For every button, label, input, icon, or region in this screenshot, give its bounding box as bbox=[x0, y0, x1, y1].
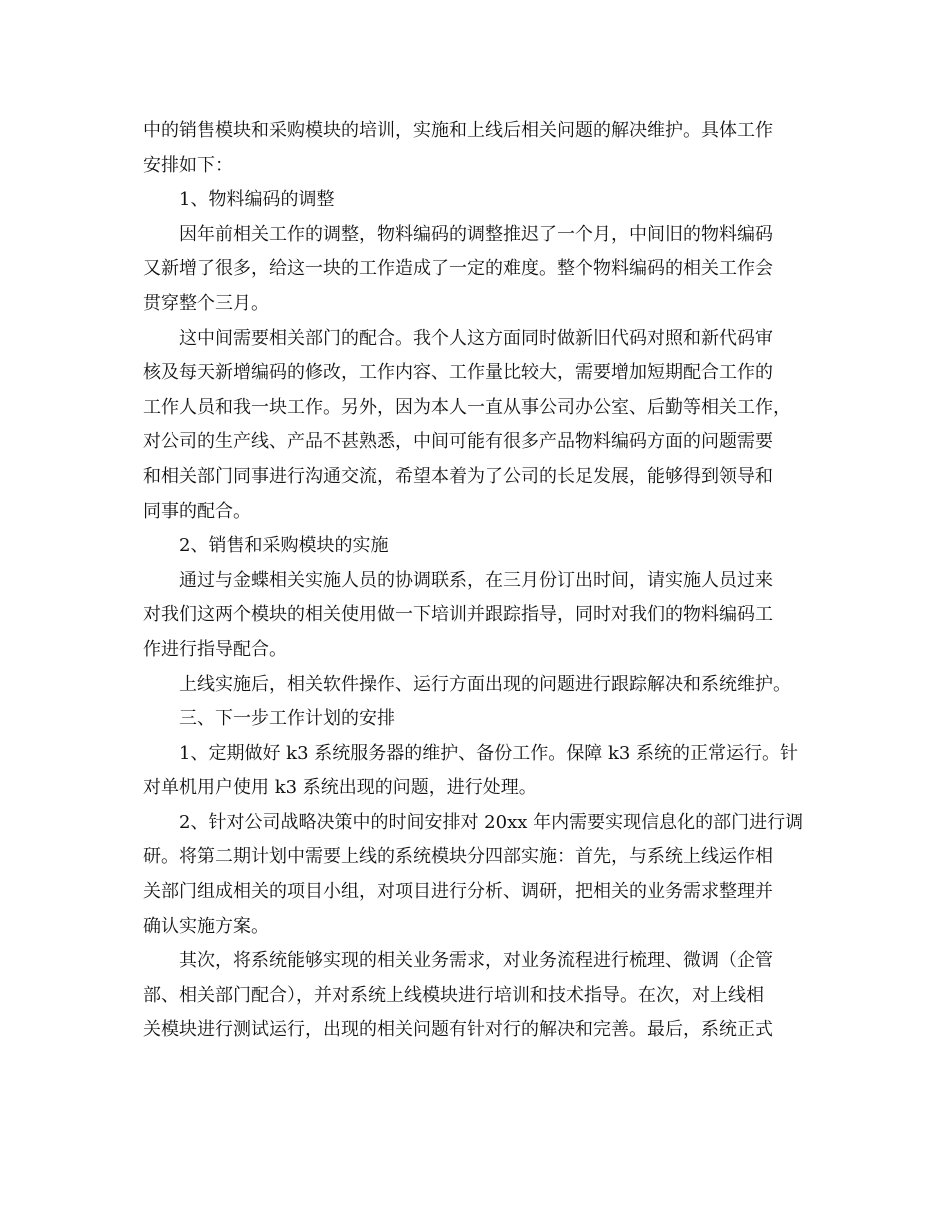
text-line: 2、销售和采购模块的实施 bbox=[179, 535, 389, 557]
text-line: 核及每天新增编码的修改，工作内容、工作量比较大，需要增加短期配合工作的 bbox=[143, 362, 773, 384]
text-line: 1、定期做好 k3 系统服务器的维护、备份工作。保障 k3 系统的正常运行。针 bbox=[179, 742, 799, 764]
text-line: 中的销售模块和采购模块的培训，实施和上线后相关问题的解决维护。具体工作 bbox=[143, 120, 773, 141]
text-line: 通过与金蝶相关实施人员的协调联系，在三月份订出时间，请实施人员过来 bbox=[179, 569, 773, 591]
document-body bbox=[143, 114, 813, 1048]
text-line: 和相关部门同事进行沟通交流，希望本着为了公司的长足发展，能够得到领导和 bbox=[143, 465, 773, 487]
text-line: 作进行指导配合。 bbox=[143, 638, 287, 660]
text-line: 关部门组成相关的项目小组，对项目进行分析、调研，把相关的业务需求整理并 bbox=[143, 881, 773, 903]
text-line: 2、针对公司战略决策中的时间安排对 20xx 年内需要实现信息化的部门进行调 bbox=[179, 811, 804, 833]
text-line: 上线实施后，相关软件操作、运行方面出现的问题进行跟踪解决和系统维护。 bbox=[179, 673, 791, 695]
text-line: 1、物料编码的调整 bbox=[179, 189, 335, 211]
text-line: 研。将第二期计划中需要上线的系统模块分四部实施：首先，与系统上线运作相 bbox=[143, 846, 773, 868]
text-line: 贯穿整个三月。 bbox=[143, 292, 269, 314]
text-line: 其次，将系统能够实现的相关业务需求，对业务流程进行梳理、微调（企管 bbox=[179, 950, 773, 972]
text-line: 对单机用户使用 k3 系统出现的问题，进行处理。 bbox=[143, 777, 537, 799]
text-line: 对公司的生产线、产品不甚熟悉，中间可能有很多产品物料编码方面的问题需要 bbox=[143, 431, 773, 453]
text-line: 对我们这两个模块的相关使用做一下培训并跟踪指导，同时对我们的物料编码工 bbox=[143, 604, 773, 626]
text-line: 同事的配合。 bbox=[143, 500, 251, 522]
text-line: 三、下一步工作计划的安排 bbox=[179, 708, 395, 730]
text-line: 关模块进行测试运行，出现的相关问题有针对行的解决和完善。最后，系统正式 bbox=[143, 1019, 773, 1041]
text-line: 这中间需要相关部门的配合。我个人这方面同时做新旧代码对照和新代码审 bbox=[179, 327, 773, 349]
text-line: 又新增了很多，给这一块的工作造成了一定的难度。整个物料编码的相关工作会 bbox=[143, 258, 773, 280]
text-line: 工作人员和我一块工作。另外，因为本人一直从事公司办公室、后勤等相关工作， bbox=[143, 396, 791, 418]
text-line: 安排如下： bbox=[143, 154, 233, 176]
text-line: 确认实施方案。 bbox=[143, 915, 269, 937]
text-line: 部、相关部门配合），并对系统上线模块进行培训和技术指导。在次，对上线相 bbox=[143, 984, 764, 1006]
text-line: 因年前相关工作的调整，物料编码的调整推迟了一个月，中间旧的物料编码 bbox=[179, 223, 773, 245]
